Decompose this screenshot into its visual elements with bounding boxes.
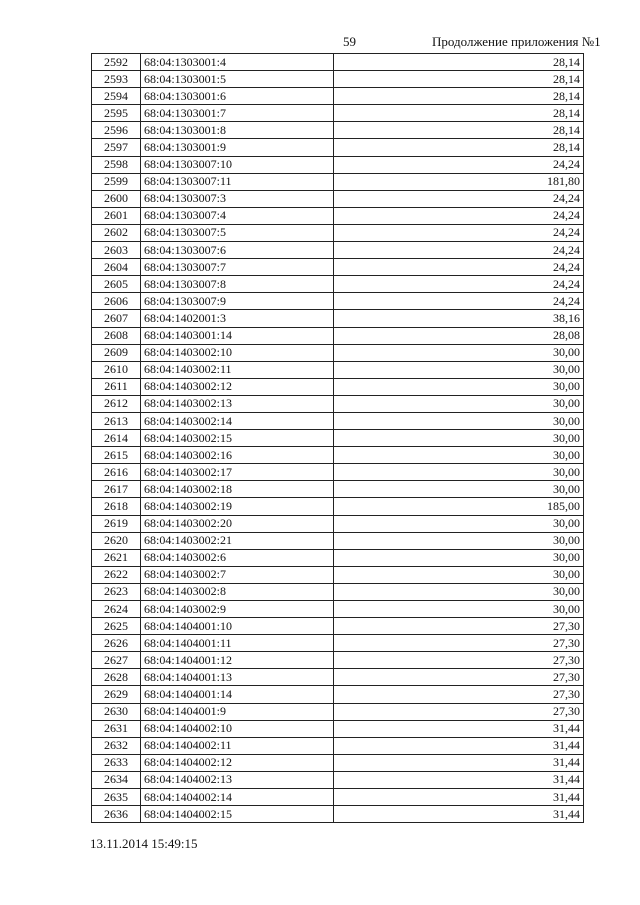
table-row	[92, 242, 584, 259]
row-number-cell: 2626	[92, 635, 141, 652]
appendix-title: Продолжение приложения №1	[432, 34, 601, 49]
area-value-cell: 28,14	[334, 71, 584, 88]
row-number-cell: 2623	[92, 583, 141, 600]
cadastral-number-cell: 68:04:1404001:12	[141, 652, 334, 669]
row-number-cell: 2628	[92, 669, 141, 686]
row-number-cell: 2631	[92, 720, 141, 737]
area-value-cell: 28,14	[334, 105, 584, 122]
table-row	[92, 122, 584, 139]
table-row	[92, 139, 584, 156]
cadastral-number-cell: 68:04:1303007:4	[141, 207, 334, 224]
cadastral-number-cell: 68:04:1404002:13	[141, 771, 334, 788]
cadastral-number-cell: 68:04:1303007:9	[141, 293, 334, 310]
row-number-cell: 2617	[92, 481, 141, 498]
table-row	[92, 447, 584, 464]
row-number-cell: 2592	[92, 54, 141, 71]
cadastral-number-cell: 68:04:1403002:21	[141, 532, 334, 549]
cadastral-number-cell: 68:04:1403002:15	[141, 430, 334, 447]
area-value-cell: 30,00	[334, 601, 584, 618]
row-number-cell: 2634	[92, 771, 141, 788]
area-value-cell: 27,30	[334, 669, 584, 686]
area-value-cell: 24,24	[334, 259, 584, 276]
cadastral-number-cell: 68:04:1403002:13	[141, 395, 334, 412]
table-row	[92, 293, 584, 310]
row-number-cell: 2615	[92, 447, 141, 464]
area-value-cell: 31,44	[334, 789, 584, 806]
row-number-cell: 2596	[92, 122, 141, 139]
cadastral-number-cell: 68:04:1303007:10	[141, 156, 334, 173]
cadastral-number-cell: 68:04:1403002:6	[141, 549, 334, 566]
table-row	[92, 771, 584, 788]
table-row	[92, 378, 584, 395]
area-value-cell: 30,00	[334, 361, 584, 378]
table-row	[92, 583, 584, 600]
table-row	[92, 464, 584, 481]
row-number-cell: 2593	[92, 71, 141, 88]
cadastral-number-cell: 68:04:1402001:3	[141, 310, 334, 327]
cadastral-number-cell: 68:04:1403002:20	[141, 515, 334, 532]
cadastral-number-cell: 68:04:1403002:16	[141, 447, 334, 464]
cadastral-number-cell: 68:04:1303007:3	[141, 190, 334, 207]
area-value-cell: 30,00	[334, 395, 584, 412]
table-row	[92, 54, 584, 71]
table-row	[92, 395, 584, 412]
area-value-cell: 30,00	[334, 583, 584, 600]
registry-table	[91, 53, 584, 823]
table-row	[92, 310, 584, 327]
row-number-cell: 2607	[92, 310, 141, 327]
row-number-cell: 2625	[92, 618, 141, 635]
cadastral-number-cell: 68:04:1303001:5	[141, 71, 334, 88]
area-value-cell: 30,00	[334, 549, 584, 566]
cadastral-number-cell: 68:04:1403002:14	[141, 412, 334, 429]
cadastral-number-cell: 68:04:1403002:19	[141, 498, 334, 515]
area-value-cell: 30,00	[334, 566, 584, 583]
area-value-cell: 31,44	[334, 806, 584, 823]
area-value-cell: 30,00	[334, 464, 584, 481]
area-value-cell: 27,30	[334, 635, 584, 652]
cadastral-number-cell: 68:04:1403002:18	[141, 481, 334, 498]
area-value-cell: 28,08	[334, 327, 584, 344]
table-row	[92, 207, 584, 224]
area-value-cell: 31,44	[334, 737, 584, 754]
area-value-cell: 181,80	[334, 173, 584, 190]
table-row	[92, 105, 584, 122]
cadastral-number-cell: 68:04:1303007:5	[141, 224, 334, 241]
cadastral-number-cell: 68:04:1404001:13	[141, 669, 334, 686]
cadastral-number-cell: 68:04:1303007:6	[141, 242, 334, 259]
cadastral-number-cell: 68:04:1404001:9	[141, 703, 334, 720]
cadastral-number-cell: 68:04:1303001:7	[141, 105, 334, 122]
area-value-cell: 27,30	[334, 686, 584, 703]
row-number-cell: 2618	[92, 498, 141, 515]
table-row	[92, 566, 584, 583]
table-row	[92, 173, 584, 190]
table-row	[92, 224, 584, 241]
table-row	[92, 71, 584, 88]
row-number-cell: 2612	[92, 395, 141, 412]
row-number-cell: 2614	[92, 430, 141, 447]
area-value-cell: 30,00	[334, 481, 584, 498]
cadastral-number-cell: 68:04:1303007:7	[141, 259, 334, 276]
table-row	[92, 412, 584, 429]
area-value-cell: 30,00	[334, 412, 584, 429]
row-number-cell: 2632	[92, 737, 141, 754]
cadastral-number-cell: 68:04:1404002:14	[141, 789, 334, 806]
area-value-cell: 24,24	[334, 276, 584, 293]
area-value-cell: 27,30	[334, 618, 584, 635]
row-number-cell: 2608	[92, 327, 141, 344]
area-value-cell: 28,14	[334, 88, 584, 105]
row-number-cell: 2598	[92, 156, 141, 173]
table-row	[92, 190, 584, 207]
table-row	[92, 720, 584, 737]
table-row	[92, 669, 584, 686]
row-number-cell: 2601	[92, 207, 141, 224]
row-number-cell: 2602	[92, 224, 141, 241]
table-row	[92, 481, 584, 498]
cadastral-number-cell: 68:04:1303001:8	[141, 122, 334, 139]
cadastral-number-cell: 68:04:1403002:9	[141, 601, 334, 618]
row-number-cell: 2597	[92, 139, 141, 156]
area-value-cell: 28,14	[334, 122, 584, 139]
area-value-cell: 24,24	[334, 293, 584, 310]
row-number-cell: 2600	[92, 190, 141, 207]
table-row	[92, 652, 584, 669]
area-value-cell: 30,00	[334, 515, 584, 532]
table-row	[92, 789, 584, 806]
area-value-cell: 31,44	[334, 720, 584, 737]
cadastral-number-cell: 68:04:1403002:8	[141, 583, 334, 600]
table-row	[92, 430, 584, 447]
area-value-cell: 24,24	[334, 224, 584, 241]
cadastral-number-cell: 68:04:1303001:4	[141, 54, 334, 71]
table-row	[92, 601, 584, 618]
cadastral-number-cell: 68:04:1404001:11	[141, 635, 334, 652]
row-number-cell: 2621	[92, 549, 141, 566]
table-row	[92, 515, 584, 532]
cadastral-number-cell: 68:04:1404002:12	[141, 754, 334, 771]
row-number-cell: 2636	[92, 806, 141, 823]
row-number-cell: 2605	[92, 276, 141, 293]
print-timestamp: 13.11.2014 15:49:15	[90, 836, 198, 851]
table-row	[92, 618, 584, 635]
area-value-cell: 27,30	[334, 703, 584, 720]
row-number-cell: 2606	[92, 293, 141, 310]
area-value-cell: 30,00	[334, 344, 584, 361]
table-row	[92, 806, 584, 823]
table-row	[92, 88, 584, 105]
cadastral-number-cell: 68:04:1403002:10	[141, 344, 334, 361]
cadastral-number-cell: 68:04:1303001:6	[141, 88, 334, 105]
row-number-cell: 2633	[92, 754, 141, 771]
area-value-cell: 30,00	[334, 378, 584, 395]
cadastral-number-cell: 68:04:1404002:11	[141, 737, 334, 754]
row-number-cell: 2610	[92, 361, 141, 378]
row-number-cell: 2622	[92, 566, 141, 583]
table-row	[92, 549, 584, 566]
area-value-cell: 27,30	[334, 652, 584, 669]
row-number-cell: 2604	[92, 259, 141, 276]
cadastral-number-cell: 68:04:1303007:11	[141, 173, 334, 190]
cadastral-number-cell: 68:04:1403002:17	[141, 464, 334, 481]
row-number-cell: 2616	[92, 464, 141, 481]
table-row	[92, 259, 584, 276]
area-value-cell: 185,00	[334, 498, 584, 515]
row-number-cell: 2613	[92, 412, 141, 429]
row-number-cell: 2629	[92, 686, 141, 703]
table-row	[92, 754, 584, 771]
page-number: 59	[343, 34, 356, 49]
area-value-cell: 31,44	[334, 771, 584, 788]
table-row	[92, 344, 584, 361]
row-number-cell: 2619	[92, 515, 141, 532]
cadastral-number-cell: 68:04:1404001:14	[141, 686, 334, 703]
area-value-cell: 30,00	[334, 532, 584, 549]
cadastral-number-cell: 68:04:1403002:7	[141, 566, 334, 583]
area-value-cell: 24,24	[334, 242, 584, 259]
area-value-cell: 31,44	[334, 754, 584, 771]
cadastral-number-cell: 68:04:1404001:10	[141, 618, 334, 635]
cadastral-number-cell: 68:04:1303007:8	[141, 276, 334, 293]
cadastral-number-cell: 68:04:1403002:12	[141, 378, 334, 395]
area-value-cell: 38,16	[334, 310, 584, 327]
area-value-cell: 24,24	[334, 207, 584, 224]
table-row	[92, 703, 584, 720]
area-value-cell: 24,24	[334, 156, 584, 173]
row-number-cell: 2630	[92, 703, 141, 720]
area-value-cell: 30,00	[334, 430, 584, 447]
table-row	[92, 498, 584, 515]
table-row	[92, 532, 584, 549]
row-number-cell: 2611	[92, 378, 141, 395]
table-row	[92, 737, 584, 754]
area-value-cell: 28,14	[334, 139, 584, 156]
table-row	[92, 635, 584, 652]
cadastral-number-cell: 68:04:1303001:9	[141, 139, 334, 156]
cadastral-number-cell: 68:04:1404002:15	[141, 806, 334, 823]
table-row	[92, 327, 584, 344]
row-number-cell: 2603	[92, 242, 141, 259]
table-row	[92, 276, 584, 293]
row-number-cell: 2594	[92, 88, 141, 105]
area-value-cell: 30,00	[334, 447, 584, 464]
row-number-cell: 2609	[92, 344, 141, 361]
cadastral-number-cell: 68:04:1403002:11	[141, 361, 334, 378]
table-row	[92, 361, 584, 378]
registry-table-body	[92, 54, 584, 823]
row-number-cell: 2620	[92, 532, 141, 549]
row-number-cell: 2635	[92, 789, 141, 806]
row-number-cell: 2595	[92, 105, 141, 122]
row-number-cell: 2624	[92, 601, 141, 618]
table-row	[92, 686, 584, 703]
area-value-cell: 28,14	[334, 54, 584, 71]
row-number-cell: 2627	[92, 652, 141, 669]
cadastral-number-cell: 68:04:1403001:14	[141, 327, 334, 344]
area-value-cell: 24,24	[334, 190, 584, 207]
table-row	[92, 156, 584, 173]
row-number-cell: 2599	[92, 173, 141, 190]
cadastral-number-cell: 68:04:1404002:10	[141, 720, 334, 737]
